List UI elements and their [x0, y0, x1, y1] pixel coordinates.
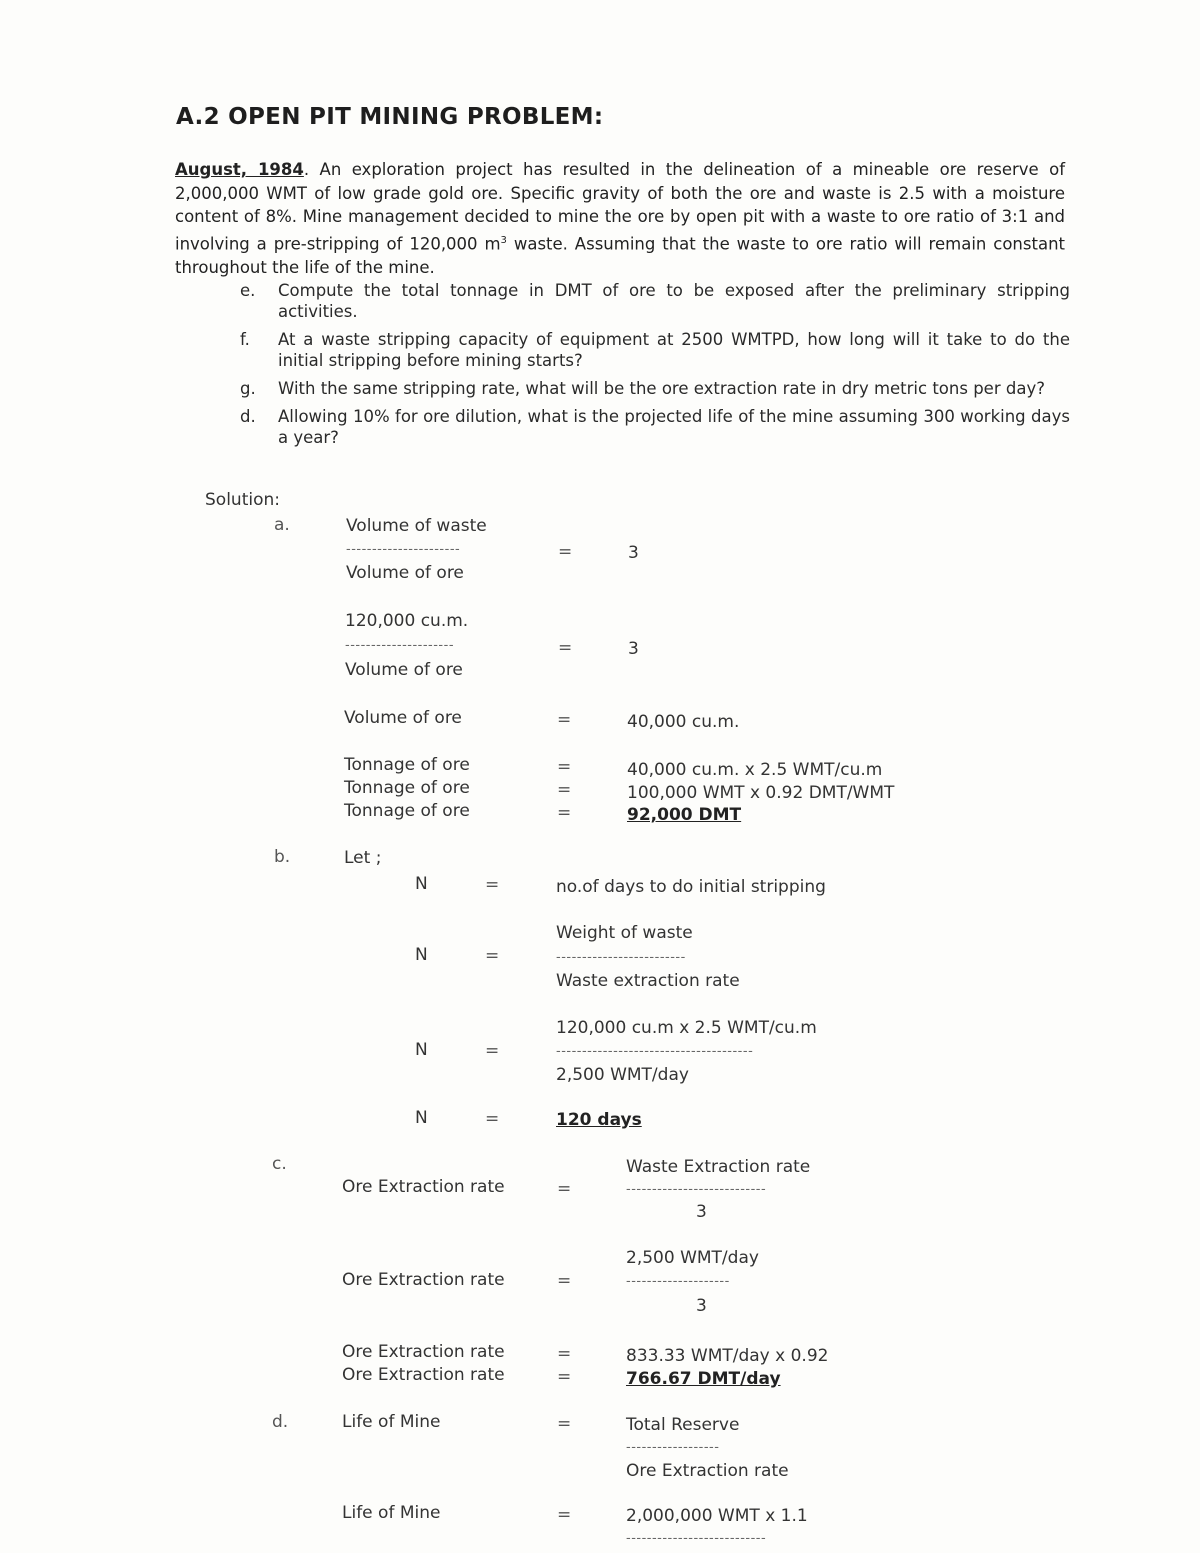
a-tonnage-label: Tonnage of ore: [344, 755, 470, 775]
c-row-label: Ore Extraction rate: [342, 1365, 505, 1385]
equals-sign: =: [558, 638, 573, 658]
c-f1-denominator: 3: [696, 1202, 707, 1222]
part-c-label: c.: [272, 1154, 287, 1174]
problem-date: August, 1984: [175, 160, 304, 179]
question-item: [240, 329, 1070, 371]
a-f2-denominator: Volume of ore: [345, 660, 463, 680]
problem-text-2: waste. Assuming that the waste to ore ratio will remain constant throughout the life of the mine.: [175, 234, 1065, 277]
d-f1-denominator: Ore Extraction rate: [626, 1461, 789, 1481]
b-variable: N: [415, 874, 428, 894]
b-f2-denominator: 2,500 WMT/day: [556, 1065, 689, 1085]
c-f2-denominator: 3: [696, 1296, 707, 1316]
c-row-label: Ore Extraction rate: [342, 1342, 505, 1362]
c-step-1: 833.33 WMT/day x 0.92: [626, 1346, 829, 1366]
equals-sign: =: [557, 1271, 572, 1291]
page-title: A.2 OPEN PIT MINING PROBLEM:: [176, 104, 604, 130]
d-f2-numerator: 2,000,000 WMT x 1.1: [626, 1506, 808, 1526]
a-volume-value: 40,000 cu.m.: [627, 712, 740, 732]
problem-text-1: . An exploration project has resulted in the delineation of a mineable ore reserve of 2,000,000 WMT of low grade gold ore. Specific gravity of both the ore and waste is 2.5 with a moisture content of 8%. Mine management decided to mine the ore by open pit with a waste to ore ratio of 3:1 and involving a pre-stripping of 120,000 m: [175, 160, 1066, 253]
b-f1-numerator: Weight of waste: [556, 923, 693, 943]
equals-sign: =: [558, 542, 573, 562]
b-let: Let ;: [344, 848, 382, 868]
a-f1-fraction-bar: ----------------------: [346, 542, 461, 557]
a-volume-label: Volume of ore: [344, 708, 462, 728]
part-a-label: a.: [274, 515, 290, 535]
equals-sign: =: [557, 710, 572, 730]
b-result: 120 days: [556, 1110, 642, 1130]
c-f2-fraction-bar: --------------------: [626, 1274, 730, 1289]
question-letter: d.: [240, 407, 256, 426]
c-f1-numerator: Waste Extraction rate: [626, 1157, 811, 1177]
d-f1-numerator: Total Reserve: [626, 1415, 740, 1435]
equals-sign: =: [557, 1367, 572, 1387]
a-f2-fraction-bar: ---------------------: [345, 638, 455, 653]
solution-heading: Solution:: [205, 490, 280, 510]
b-variable: N: [415, 1108, 428, 1128]
b-definition: no.of days to do initial stripping: [556, 877, 826, 897]
question-item: [240, 280, 1070, 322]
superscript: 3: [500, 234, 507, 246]
b-f2-fraction-bar: --------------------------------------: [556, 1044, 754, 1059]
c-f2-numerator: 2,500 WMT/day: [626, 1248, 759, 1268]
problem-statement: [175, 158, 1065, 279]
question-list: [240, 280, 1070, 455]
b-variable: N: [415, 1040, 428, 1060]
part-d-label: d.: [272, 1412, 289, 1432]
a-f1-value: 3: [628, 543, 639, 563]
c-row-label: Ore Extraction rate: [342, 1177, 505, 1197]
question-text: Allowing 10% for ore dilution, what is the projected life of the mine assuming 300 working days a year?: [278, 407, 1070, 447]
question-letter: f.: [240, 330, 250, 349]
c-row-label: Ore Extraction rate: [342, 1270, 505, 1290]
question-text: At a waste stripping capacity of equipment at 2500 WMTPD, how long will it take to do the initial stripping before mining starts?: [278, 330, 1070, 370]
a-f1-numerator: Volume of waste: [346, 516, 487, 536]
question-item: [240, 406, 1070, 448]
equals-sign: =: [557, 1179, 572, 1199]
question-letter: e.: [240, 281, 256, 300]
d-row-label: Life of Mine: [342, 1503, 441, 1523]
b-f1-fraction-bar: -------------------------: [556, 950, 686, 965]
equals-sign: =: [485, 946, 500, 966]
a-f2-value: 3: [628, 639, 639, 659]
equals-sign: =: [557, 1505, 572, 1525]
d-f2-fraction-bar: ---------------------------: [626, 1531, 767, 1546]
equals-sign: =: [557, 757, 572, 777]
question-item: [240, 378, 1070, 399]
part-b-label: b.: [274, 847, 291, 867]
a-tonnage-step-2: 100,000 WMT x 0.92 DMT/WMT: [627, 783, 895, 803]
a-tonnage-label: Tonnage of ore: [344, 801, 470, 821]
b-f2-numerator: 120,000 cu.m x 2.5 WMT/cu.m: [556, 1018, 817, 1038]
d-f1-fraction-bar: ------------------: [626, 1440, 720, 1455]
equals-sign: =: [557, 1344, 572, 1364]
equals-sign: =: [557, 803, 572, 823]
equals-sign: =: [485, 1041, 500, 1061]
a-f1-denominator: Volume of ore: [346, 563, 464, 583]
a-tonnage-label: Tonnage of ore: [344, 778, 470, 798]
question-letter: g.: [240, 379, 256, 398]
question-text: With the same stripping rate, what will be the ore extraction rate in dry metric tons per day?: [278, 379, 1045, 398]
a-f2-numerator: 120,000 cu.m.: [345, 611, 469, 631]
equals-sign: =: [557, 1414, 572, 1434]
equals-sign: =: [485, 875, 500, 895]
c-result: 766.67 DMT/day: [626, 1369, 781, 1389]
c-f1-fraction-bar: ---------------------------: [626, 1182, 767, 1197]
b-variable: N: [415, 945, 428, 965]
equals-sign: =: [485, 1109, 500, 1129]
a-tonnage-step-1: 40,000 cu.m. x 2.5 WMT/cu.m: [627, 760, 883, 780]
b-f1-denominator: Waste extraction rate: [556, 971, 740, 991]
equals-sign: =: [557, 780, 572, 800]
a-tonnage-result: 92,000 DMT: [627, 805, 742, 825]
question-text: Compute the total tonnage in DMT of ore to be exposed after the preliminary stripping activities.: [278, 281, 1070, 321]
d-row-label: Life of Mine: [342, 1412, 441, 1432]
